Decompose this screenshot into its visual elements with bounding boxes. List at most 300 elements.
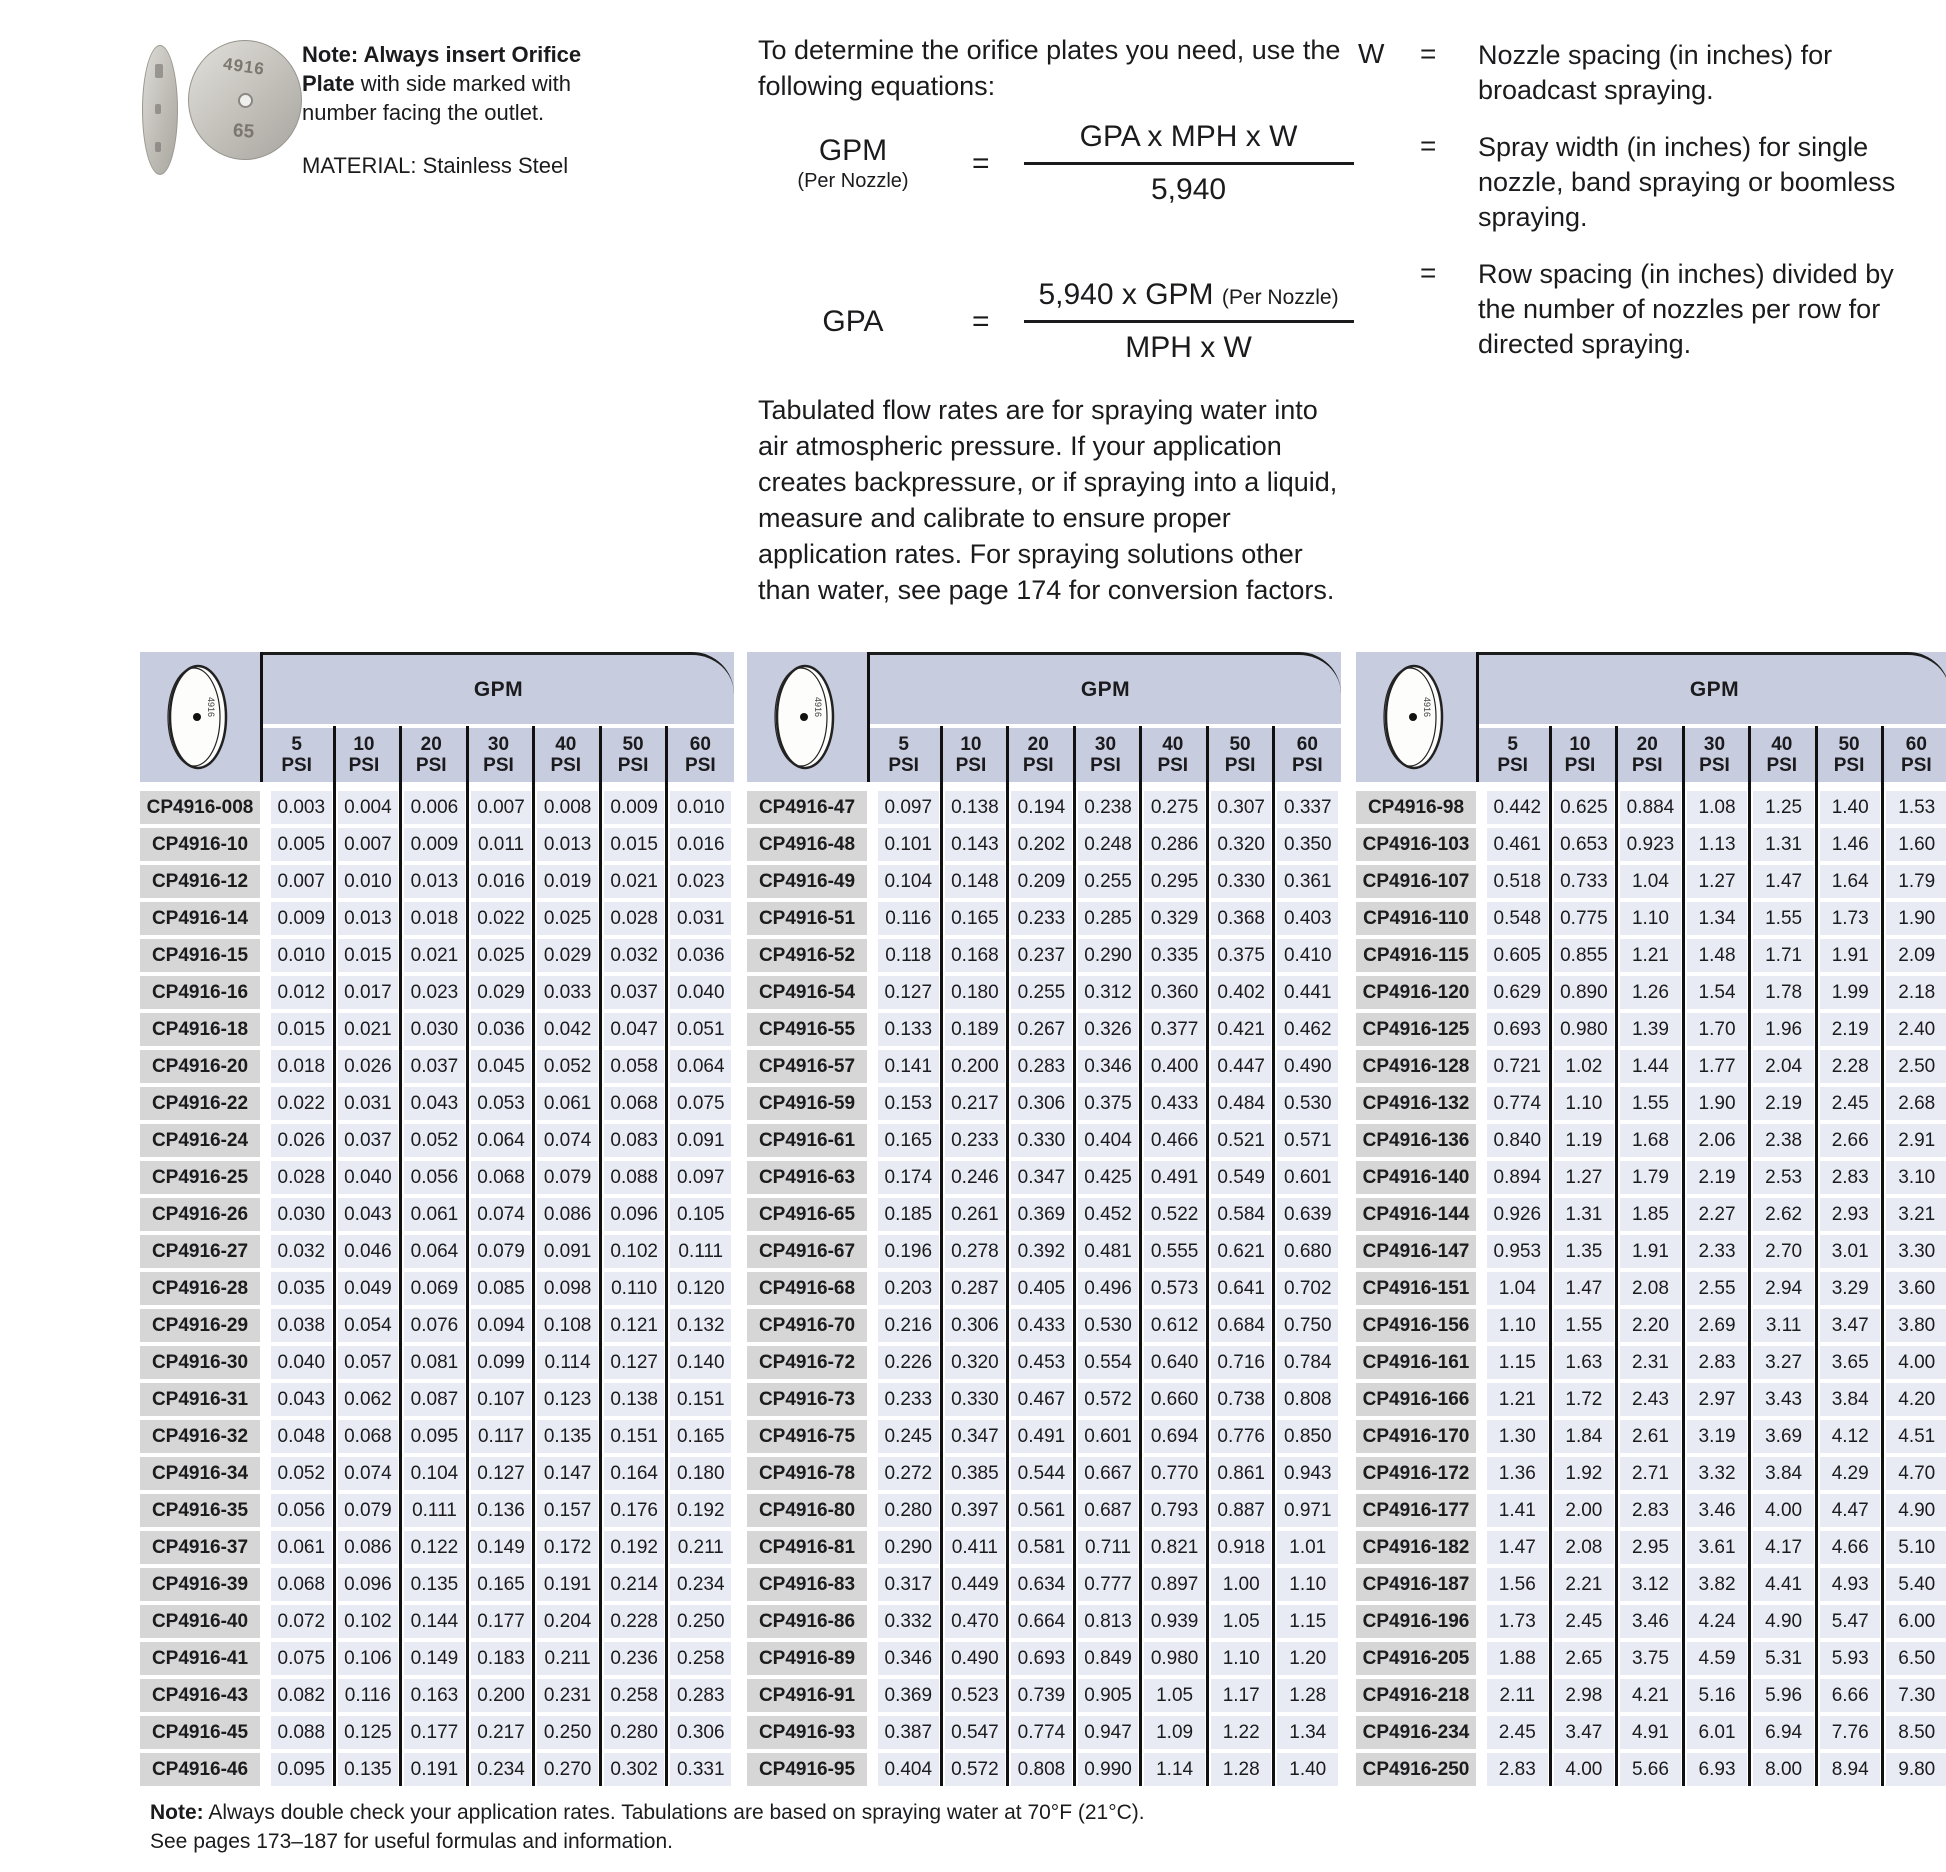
flow-table-3 bbox=[1356, 652, 1946, 1790]
gpm-value-cell: 0.116 bbox=[338, 1679, 399, 1712]
gpm-value-cell: 0.943 bbox=[1277, 1457, 1338, 1490]
gpm-value-cell: 0.385 bbox=[945, 1457, 1006, 1490]
gpm-value-cell: 2.06 bbox=[1687, 1124, 1748, 1157]
gpm-value-cell: 0.573 bbox=[1144, 1272, 1205, 1305]
gpm-value-cell: 0.023 bbox=[670, 865, 731, 898]
gpm-value-cell: 0.200 bbox=[471, 1679, 532, 1712]
gpm-value-cell: 1.53 bbox=[1886, 791, 1946, 824]
table-row bbox=[747, 1050, 1341, 1083]
gpm-value-cell: 0.347 bbox=[1011, 1161, 1072, 1194]
model-label: CP4916-172 bbox=[1356, 1457, 1476, 1490]
gpm-value-cell: 0.330 bbox=[945, 1383, 1006, 1416]
gpm-value-cell: 0.036 bbox=[471, 1013, 532, 1046]
gpm-value-cell: 0.702 bbox=[1277, 1272, 1338, 1305]
model-label: CP4916-83 bbox=[747, 1568, 867, 1601]
gpm-value-cell: 0.165 bbox=[878, 1124, 939, 1157]
gpm-value-cell: 0.258 bbox=[604, 1679, 665, 1712]
gpm-value-cell: 1.73 bbox=[1820, 902, 1881, 935]
disc-number-text: 4916 bbox=[813, 697, 823, 718]
gpm-value-cell: 1.60 bbox=[1886, 828, 1946, 861]
model-label: CP4916-98 bbox=[1356, 791, 1476, 824]
table-row bbox=[140, 1642, 734, 1675]
psi-column-header: 10 PSI bbox=[1564, 734, 1596, 776]
gpm-value-cell: 0.584 bbox=[1211, 1198, 1272, 1231]
model-label: CP4916-16 bbox=[140, 976, 260, 1009]
gpm-value-cell: 1.15 bbox=[1487, 1346, 1548, 1379]
gpm-value-cell: 0.049 bbox=[338, 1272, 399, 1305]
model-label: CP4916-48 bbox=[747, 828, 867, 861]
gpm-value-cell: 0.110 bbox=[604, 1272, 665, 1305]
gpm-value-cell: 2.20 bbox=[1620, 1309, 1681, 1342]
gpm-value-cell: 0.248 bbox=[1078, 828, 1139, 861]
gpm-value-cell: 0.275 bbox=[1144, 791, 1205, 824]
gpm-value-cell: 3.84 bbox=[1753, 1457, 1814, 1490]
gpm-value-cell: 0.098 bbox=[537, 1272, 598, 1305]
gpm-value-cell: 0.716 bbox=[1211, 1346, 1272, 1379]
gpm-value-cell: 0.774 bbox=[1011, 1716, 1072, 1749]
gpm-value-cell: 0.261 bbox=[945, 1198, 1006, 1231]
gpm-value-cell: 1.36 bbox=[1487, 1457, 1548, 1490]
table-body bbox=[140, 791, 734, 1786]
gpm-value-cell: 0.040 bbox=[670, 976, 731, 1009]
model-label: CP4916-52 bbox=[747, 939, 867, 972]
gpm-value-cell: 1.64 bbox=[1820, 865, 1881, 898]
model-label: CP4916-95 bbox=[747, 1753, 867, 1786]
gpm-value-cell: 0.105 bbox=[670, 1198, 731, 1231]
gpm-value-cell: 1.39 bbox=[1620, 1013, 1681, 1046]
gpm-value-cell: 1.10 bbox=[1620, 902, 1681, 935]
gpm-value-cell: 0.011 bbox=[471, 828, 532, 861]
gpm-value-cell: 0.168 bbox=[945, 939, 1006, 972]
gpm-value-cell: 4.90 bbox=[1886, 1494, 1946, 1527]
gpm-value-cell: 0.694 bbox=[1144, 1420, 1205, 1453]
gpm-value-cell: 0.548 bbox=[1487, 902, 1548, 935]
gpm-value-cell: 0.123 bbox=[537, 1383, 598, 1416]
gpm-value-cell: 0.739 bbox=[1011, 1679, 1072, 1712]
gpm-value-cell: 0.317 bbox=[878, 1568, 939, 1601]
table-row bbox=[1356, 1235, 1946, 1268]
gpm-value-cell: 0.980 bbox=[1144, 1642, 1205, 1675]
model-label: CP4916-46 bbox=[140, 1753, 260, 1786]
gpm-value-cell: 2.27 bbox=[1687, 1198, 1748, 1231]
gpm-value-cell: 2.62 bbox=[1753, 1198, 1814, 1231]
table-row bbox=[1356, 1642, 1946, 1675]
gpm-value-cell: 0.484 bbox=[1211, 1087, 1272, 1120]
gpm-value-cell: 1.28 bbox=[1277, 1679, 1338, 1712]
gpm-value-cell: 0.026 bbox=[338, 1050, 399, 1083]
model-label: CP4916-80 bbox=[747, 1494, 867, 1527]
gpm-value-cell: 0.061 bbox=[271, 1531, 332, 1564]
gpm-value-cell: 0.369 bbox=[1011, 1198, 1072, 1231]
gpm-value-cell: 2.61 bbox=[1620, 1420, 1681, 1453]
gpm-value-cell: 0.237 bbox=[1011, 939, 1072, 972]
gpm-value-cell: 1.25 bbox=[1753, 791, 1814, 824]
gpm-value-cell: 3.60 bbox=[1886, 1272, 1946, 1305]
table-row bbox=[140, 1531, 734, 1564]
table-row bbox=[747, 865, 1341, 898]
model-label: CP4916-29 bbox=[140, 1309, 260, 1342]
gpm-value-cell: 0.360 bbox=[1144, 976, 1205, 1009]
model-label: CP4916-120 bbox=[1356, 976, 1476, 1009]
footnote-bold: Note: bbox=[150, 1801, 204, 1824]
gpm-value-cell: 0.411 bbox=[945, 1531, 1006, 1564]
gpm-value-cell: 0.641 bbox=[1211, 1272, 1272, 1305]
gpm-value-cell: 2.53 bbox=[1753, 1161, 1814, 1194]
table-row bbox=[747, 1198, 1341, 1231]
gpm-value-cell: 0.302 bbox=[604, 1753, 665, 1786]
psi-column-header: 20 PSI bbox=[1022, 734, 1054, 776]
gpm-value-cell: 0.887 bbox=[1211, 1494, 1272, 1527]
table-row bbox=[140, 1383, 734, 1416]
gpm-value-cell: 0.894 bbox=[1487, 1161, 1548, 1194]
model-label: CP4916-63 bbox=[747, 1161, 867, 1194]
equals-sign: = bbox=[972, 146, 990, 180]
table-header bbox=[747, 652, 1341, 782]
table-row bbox=[1356, 1753, 1946, 1786]
table-row bbox=[1356, 1457, 1946, 1490]
model-label: CP4916-30 bbox=[140, 1346, 260, 1379]
table-row bbox=[747, 791, 1341, 824]
gpm-value-cell: 0.037 bbox=[338, 1124, 399, 1157]
gpm-value-cell: 0.283 bbox=[670, 1679, 731, 1712]
gpm-value-cell: 0.750 bbox=[1277, 1309, 1338, 1342]
table-row bbox=[140, 1346, 734, 1379]
gpm-value-cell: 0.664 bbox=[1011, 1605, 1072, 1638]
table-row bbox=[747, 1494, 1341, 1527]
model-label: CP4916-59 bbox=[747, 1087, 867, 1120]
table-row bbox=[747, 828, 1341, 861]
orifice-disc-icon bbox=[1356, 652, 1476, 782]
gpm-value-cell: 0.629 bbox=[1487, 976, 1548, 1009]
gpm-value-cell: 0.214 bbox=[604, 1568, 665, 1601]
gpm-value-cell: 0.245 bbox=[878, 1420, 939, 1453]
gpm-value-cell: 2.08 bbox=[1554, 1531, 1615, 1564]
gpm-value-cell: 0.660 bbox=[1144, 1383, 1205, 1416]
table-row bbox=[140, 1161, 734, 1194]
table-row bbox=[1356, 976, 1946, 1009]
gpm-value-cell: 3.27 bbox=[1753, 1346, 1814, 1379]
orifice-disc-icon bbox=[140, 652, 260, 782]
gpm-value-cell: 0.114 bbox=[537, 1346, 598, 1379]
gpm-value-cell: 3.12 bbox=[1620, 1568, 1681, 1601]
gpm-value-cell: 0.022 bbox=[271, 1087, 332, 1120]
eq1-lhs: GPM bbox=[818, 134, 888, 167]
gpm-value-cell: 0.135 bbox=[537, 1420, 598, 1453]
psi-column-header: 20 PSI bbox=[415, 734, 447, 776]
gpm-value-cell: 1.14 bbox=[1144, 1753, 1205, 1786]
table-header bbox=[1356, 652, 1946, 782]
table-row bbox=[1356, 1198, 1946, 1231]
gpm-value-cell: 0.107 bbox=[471, 1383, 532, 1416]
table-row bbox=[747, 976, 1341, 1009]
gpm-value-cell: 4.90 bbox=[1753, 1605, 1814, 1638]
table-row bbox=[140, 791, 734, 824]
gpm-value-cell: 0.138 bbox=[604, 1383, 665, 1416]
model-label: CP4916-177 bbox=[1356, 1494, 1476, 1527]
gpm-value-cell: 0.947 bbox=[1078, 1716, 1139, 1749]
gpm-value-cell: 1.17 bbox=[1211, 1679, 1272, 1712]
gpm-value-cell: 4.17 bbox=[1753, 1531, 1814, 1564]
gpm-value-cell: 0.030 bbox=[271, 1198, 332, 1231]
model-label: CP4916-161 bbox=[1356, 1346, 1476, 1379]
w-symbol: W bbox=[1358, 38, 1385, 69]
gpm-value-cell: 0.194 bbox=[1011, 791, 1072, 824]
gpm-value-cell: 0.007 bbox=[471, 791, 532, 824]
gpm-value-cell: 0.064 bbox=[670, 1050, 731, 1083]
gpm-value-cell: 0.320 bbox=[945, 1346, 1006, 1379]
gpm-value-cell: 0.572 bbox=[945, 1753, 1006, 1786]
gpm-value-cell: 3.75 bbox=[1620, 1642, 1681, 1675]
gpm-value-cell: 0.285 bbox=[1078, 902, 1139, 935]
gpm-value-cell: 0.246 bbox=[945, 1161, 1006, 1194]
psi-column-header: 10 PSI bbox=[955, 734, 987, 776]
gpm-value-cell: 0.361 bbox=[1277, 865, 1338, 898]
gpm-value-cell: 0.855 bbox=[1554, 939, 1615, 972]
gpm-value-cell: 1.34 bbox=[1687, 902, 1748, 935]
gpm-value-cell: 0.057 bbox=[338, 1346, 399, 1379]
gpm-value-cell: 0.453 bbox=[1011, 1346, 1072, 1379]
gpm-value-cell: 0.061 bbox=[537, 1087, 598, 1120]
gpm-value-cell: 0.054 bbox=[338, 1309, 399, 1342]
gpm-value-cell: 0.228 bbox=[604, 1605, 665, 1638]
gpm-value-cell: 1.68 bbox=[1620, 1124, 1681, 1157]
table-row bbox=[1356, 828, 1946, 861]
gpm-value-cell: 0.104 bbox=[404, 1457, 465, 1490]
gpm-value-cell: 1.63 bbox=[1554, 1346, 1615, 1379]
gpm-value-cell: 1.20 bbox=[1277, 1642, 1338, 1675]
model-label: CP4916-18 bbox=[140, 1013, 260, 1046]
gpm-value-cell: 0.046 bbox=[338, 1235, 399, 1268]
gpm-value-cell: 0.433 bbox=[1144, 1087, 1205, 1120]
gpm-value-cell: 0.733 bbox=[1554, 865, 1615, 898]
gpm-value-cell: 0.068 bbox=[338, 1420, 399, 1453]
gpm-value-cell: 0.056 bbox=[404, 1161, 465, 1194]
psi-column-header: 5 PSI bbox=[1497, 734, 1528, 776]
gpm-value-cell: 0.368 bbox=[1211, 902, 1272, 935]
gpm-value-cell: 0.287 bbox=[945, 1272, 1006, 1305]
gpm-value-cell: 0.022 bbox=[471, 902, 532, 935]
gpm-value-cell: 0.106 bbox=[338, 1642, 399, 1675]
gpm-value-cell: 0.461 bbox=[1487, 828, 1548, 861]
gpm-value-cell: 0.048 bbox=[271, 1420, 332, 1453]
gpm-value-cell: 1.96 bbox=[1753, 1013, 1814, 1046]
gpm-value-cell: 0.088 bbox=[604, 1161, 665, 1194]
gpm-value-cell: 0.890 bbox=[1554, 976, 1615, 1009]
table-row bbox=[1356, 1087, 1946, 1120]
gpm-value-cell: 0.211 bbox=[537, 1642, 598, 1675]
gpm-value-cell: 0.375 bbox=[1211, 939, 1272, 972]
model-label: CP4916-234 bbox=[1356, 1716, 1476, 1749]
model-label: CP4916-20 bbox=[140, 1050, 260, 1083]
gpm-value-cell: 2.83 bbox=[1487, 1753, 1548, 1786]
gpm-value-cell: 0.120 bbox=[670, 1272, 731, 1305]
gpm-value-cell: 3.21 bbox=[1886, 1198, 1946, 1231]
gpm-value-cell: 0.032 bbox=[604, 939, 665, 972]
gpm-value-cell: 0.015 bbox=[338, 939, 399, 972]
gpm-value-cell: 0.052 bbox=[404, 1124, 465, 1157]
equals-sign: = bbox=[1420, 130, 1437, 161]
gpm-value-cell: 0.015 bbox=[271, 1013, 332, 1046]
gpm-value-cell: 0.143 bbox=[945, 828, 1006, 861]
gpm-value-cell: 0.777 bbox=[1078, 1568, 1139, 1601]
orifice-hole bbox=[238, 93, 253, 108]
gpm-value-cell: 2.08 bbox=[1620, 1272, 1681, 1305]
model-label: CP4916-151 bbox=[1356, 1272, 1476, 1305]
insert-note-bold: Note: Always insert Orifice Plate bbox=[302, 42, 582, 96]
footnote bbox=[150, 1798, 1145, 1856]
table-row bbox=[747, 1161, 1341, 1194]
gpm-value-cell: 0.151 bbox=[604, 1420, 665, 1453]
gpm-value-cell: 0.884 bbox=[1620, 791, 1681, 824]
gpm-value-cell: 0.481 bbox=[1078, 1235, 1139, 1268]
gpm-value-cell: 0.028 bbox=[604, 902, 665, 935]
table-row bbox=[140, 976, 734, 1009]
gpm-value-cell: 0.191 bbox=[537, 1568, 598, 1601]
model-label: CP4916-86 bbox=[747, 1605, 867, 1638]
gpm-value-cell: 2.38 bbox=[1753, 1124, 1814, 1157]
gpm-value-cell: 5.31 bbox=[1753, 1642, 1814, 1675]
table-row bbox=[140, 939, 734, 972]
gpm-value-cell: 0.680 bbox=[1277, 1235, 1338, 1268]
gpm-value-cell: 2.69 bbox=[1687, 1309, 1748, 1342]
gpm-value-cell: 0.189 bbox=[945, 1013, 1006, 1046]
table-row bbox=[747, 939, 1341, 972]
gpm-value-cell: 2.21 bbox=[1554, 1568, 1615, 1601]
gpm-value-cell: 0.019 bbox=[537, 865, 598, 898]
gpm-value-cell: 0.125 bbox=[338, 1716, 399, 1749]
gpm-value-cell: 0.980 bbox=[1554, 1013, 1615, 1046]
insert-note-text bbox=[302, 40, 602, 127]
table-row bbox=[1356, 1161, 1946, 1194]
gpm-value-cell: 0.470 bbox=[945, 1605, 1006, 1638]
gpm-value-cell: 0.176 bbox=[604, 1494, 665, 1527]
gpm-value-cell: 2.33 bbox=[1687, 1235, 1748, 1268]
gpm-value-cell: 1.90 bbox=[1687, 1087, 1748, 1120]
gpm-value-cell: 1.34 bbox=[1277, 1716, 1338, 1749]
gpm-value-cell: 0.521 bbox=[1211, 1124, 1272, 1157]
gpm-value-cell: 0.544 bbox=[1011, 1457, 1072, 1490]
gpm-value-cell: 1.56 bbox=[1487, 1568, 1548, 1601]
equals-sign: = bbox=[972, 304, 990, 338]
gpm-value-cell: 2.97 bbox=[1687, 1383, 1748, 1416]
gpm-value-cell: 0.347 bbox=[945, 1420, 1006, 1453]
gpm-value-cell: 1.05 bbox=[1211, 1605, 1272, 1638]
gpm-value-cell: 0.441 bbox=[1277, 976, 1338, 1009]
table-row bbox=[1356, 1124, 1946, 1157]
gpm-value-cell: 0.064 bbox=[404, 1235, 465, 1268]
gpm-value-cell: 0.007 bbox=[338, 828, 399, 861]
gpm-value-cell: 0.518 bbox=[1487, 865, 1548, 898]
gpm-value-cell: 0.404 bbox=[878, 1753, 939, 1786]
gpm-value-cell: 0.272 bbox=[878, 1457, 939, 1490]
gpm-value-cell: 0.021 bbox=[404, 939, 465, 972]
gpm-value-cell: 0.104 bbox=[878, 865, 939, 898]
gpm-value-cell: 1.47 bbox=[1753, 865, 1814, 898]
gpm-value-cell: 0.255 bbox=[1078, 865, 1139, 898]
model-label: CP4916-008 bbox=[140, 791, 260, 824]
gpm-value-cell: 0.005 bbox=[271, 828, 332, 861]
model-label: CP4916-107 bbox=[1356, 865, 1476, 898]
gpm-value-cell: 2.68 bbox=[1886, 1087, 1946, 1120]
gpm-header: GPM bbox=[1080, 677, 1131, 701]
table-row bbox=[1356, 1568, 1946, 1601]
gpm-value-cell: 0.096 bbox=[338, 1568, 399, 1601]
gpm-value-cell: 0.031 bbox=[670, 902, 731, 935]
gpm-value-cell: 0.346 bbox=[878, 1642, 939, 1675]
gpm-value-cell: 0.012 bbox=[271, 976, 332, 1009]
gpm-value-cell: 0.008 bbox=[537, 791, 598, 824]
gpm-value-cell: 1.02 bbox=[1554, 1050, 1615, 1083]
w-definitions bbox=[1358, 38, 1943, 384]
gpm-value-cell: 1.13 bbox=[1687, 828, 1748, 861]
table-row bbox=[1356, 1050, 1946, 1083]
gpm-value-cell: 1.15 bbox=[1277, 1605, 1338, 1638]
gpm-value-cell: 0.490 bbox=[1277, 1050, 1338, 1083]
psi-column-header: 30 PSI bbox=[1699, 734, 1730, 776]
gpm-value-cell: 0.402 bbox=[1211, 976, 1272, 1009]
gpm-value-cell: 3.84 bbox=[1820, 1383, 1881, 1416]
gpm-value-cell: 0.217 bbox=[471, 1716, 532, 1749]
plate-marking bbox=[155, 104, 161, 114]
model-label: CP4916-26 bbox=[140, 1198, 260, 1231]
gpm-value-cell: 0.164 bbox=[604, 1457, 665, 1490]
table-row bbox=[140, 1605, 734, 1638]
eq2-denominator: MPH x W bbox=[1125, 331, 1252, 364]
gpm-value-cell: 0.058 bbox=[604, 1050, 665, 1083]
gpm-value-cell: 2.55 bbox=[1687, 1272, 1748, 1305]
gpm-value-cell: 0.555 bbox=[1144, 1235, 1205, 1268]
gpm-value-cell: 0.572 bbox=[1078, 1383, 1139, 1416]
gpm-value-cell: 0.153 bbox=[878, 1087, 939, 1120]
gpm-value-cell: 1.08 bbox=[1687, 791, 1748, 824]
table-row bbox=[1356, 1013, 1946, 1046]
gpm-value-cell: 0.850 bbox=[1277, 1420, 1338, 1453]
gpm-value-cell: 1.79 bbox=[1886, 865, 1946, 898]
gpm-value-cell: 0.135 bbox=[338, 1753, 399, 1786]
gpm-value-cell: 0.258 bbox=[670, 1642, 731, 1675]
gpm-value-cell: 0.332 bbox=[878, 1605, 939, 1638]
gpm-value-cell: 0.377 bbox=[1144, 1013, 1205, 1046]
gpm-value-cell: 3.47 bbox=[1820, 1309, 1881, 1342]
flow-table-2 bbox=[747, 652, 1341, 1790]
gpm-value-cell: 0.971 bbox=[1277, 1494, 1338, 1527]
gpm-value-cell: 4.00 bbox=[1886, 1346, 1946, 1379]
gpm-value-cell: 0.172 bbox=[537, 1531, 598, 1564]
table-row bbox=[747, 1679, 1341, 1712]
gpm-value-cell: 0.026 bbox=[271, 1124, 332, 1157]
gpm-value-cell: 0.074 bbox=[338, 1457, 399, 1490]
eq1-denominator: 5,940 bbox=[1150, 173, 1227, 206]
gpm-value-cell: 0.905 bbox=[1078, 1679, 1139, 1712]
model-label: CP4916-28 bbox=[140, 1272, 260, 1305]
gpm-value-cell: 0.234 bbox=[471, 1753, 532, 1786]
gpm-value-cell: 0.029 bbox=[471, 976, 532, 1009]
plate-marking bbox=[155, 142, 161, 152]
gpm-value-cell: 0.094 bbox=[471, 1309, 532, 1342]
gpm-value-cell: 0.939 bbox=[1144, 1605, 1205, 1638]
model-label: CP4916-218 bbox=[1356, 1679, 1476, 1712]
gpm-value-cell: 1.31 bbox=[1554, 1198, 1615, 1231]
gpm-value-cell: 4.20 bbox=[1886, 1383, 1946, 1416]
gpm-value-cell: 0.283 bbox=[1011, 1050, 1072, 1083]
gpm-value-cell: 0.102 bbox=[604, 1235, 665, 1268]
gpm-value-cell: 3.19 bbox=[1687, 1420, 1748, 1453]
gpm-value-cell: 0.010 bbox=[670, 791, 731, 824]
gpm-value-cell: 0.581 bbox=[1011, 1531, 1072, 1564]
gpm-value-cell: 3.82 bbox=[1687, 1568, 1748, 1601]
model-label: CP4916-54 bbox=[747, 976, 867, 1009]
gpm-value-cell: 0.068 bbox=[271, 1568, 332, 1601]
